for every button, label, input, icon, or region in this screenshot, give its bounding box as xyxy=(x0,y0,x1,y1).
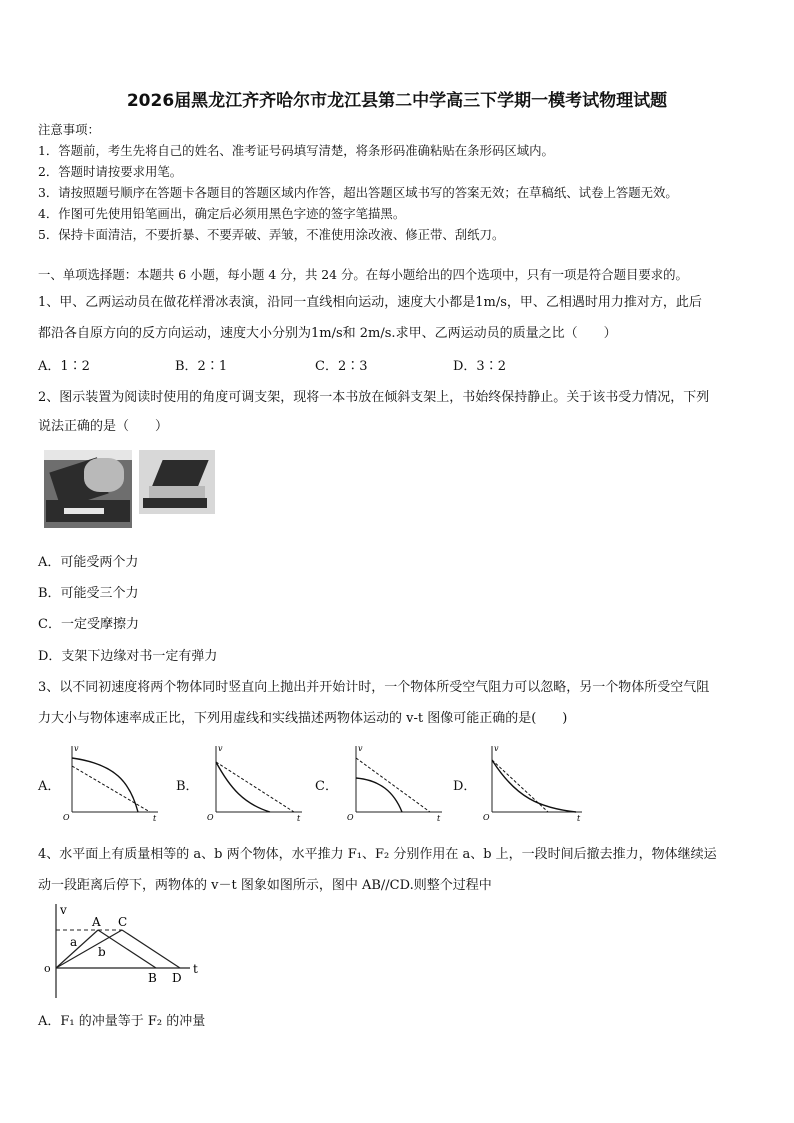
svg-text:v: v xyxy=(494,744,499,753)
q3-option-d-label: D． xyxy=(453,779,477,794)
q2-line-2: 说法正确的是（ ） xyxy=(38,419,169,434)
reading-stand-photo-2 xyxy=(139,450,215,514)
svg-text:A: A xyxy=(92,915,101,929)
svg-text:O: O xyxy=(347,813,354,822)
q1-line-2: 都沿各自原方向的反方向运动，速度大小分别为1m/s和 2m/s.求甲、乙两运动员的质量之比（ ） xyxy=(38,326,617,341)
notice-item-5: 5．保持卡面清洁，不要折暴、不要弄破、弄皱，不准使用涂改液、修正带、刮纸刀。 xyxy=(38,227,505,242)
q1-option-c: C．2∶3 xyxy=(315,359,368,374)
notice-item-4: 4．作图可先使用铅笔画出，确定后必须用黑色字迹的签字笔描黑。 xyxy=(38,206,406,221)
section-heading: 一、单项选择题：本题共 6 小题，每小题 4 分，共 24 分。在每小题给出的四个选项中，只有一项是符合题目要求的。 xyxy=(38,267,688,282)
q2-option-b: B．可能受三个力 xyxy=(38,586,139,601)
q4-vt-graph xyxy=(40,900,210,1002)
q3-option-c-label: C． xyxy=(315,779,338,794)
page-title: 2026届黑龙江齐齐哈尔市龙江县第二中学高三下学期一模考试物理试题 xyxy=(126,91,668,111)
svg-text:v: v xyxy=(218,744,223,753)
svg-text:b: b xyxy=(98,945,106,959)
svg-text:t: t xyxy=(153,814,157,822)
svg-text:t: t xyxy=(577,814,581,822)
q2-option-a: A．可能受两个力 xyxy=(38,555,139,570)
q3-graph-b xyxy=(204,742,304,822)
svg-text:v: v xyxy=(358,744,363,753)
q1-option-b: B．2∶1 xyxy=(175,359,228,374)
q1-option-a: A．1∶2 xyxy=(38,359,90,374)
q4-line-2: 动一段距离后停下，两物体的 v－t 图象如图所示，图中 AB//CD.则整个过程中 xyxy=(38,878,492,893)
q2-option-d: D．支架下边缘对书一定有弹力 xyxy=(38,649,218,664)
notice-item-3: 3．请按照题号顺序在答题卡各题目的答题区域内作答，超出答题区域书写的答案无效；在草稿纸、试卷上答题无效。 xyxy=(38,185,678,200)
q3-line-1: 3、以不同初速度将两个物体同时竖直向上抛出并开始计时，一个物体所受空气阻力可以忽略，另一个物体所受空气阻 xyxy=(38,680,710,695)
q3-line-2: 力大小与物体速率成正比，下列用虚线和实线描述两物体运动的 v-t 图像可能正确的是( ) xyxy=(38,711,568,726)
q2-option-c: C．一定受摩擦力 xyxy=(38,617,139,632)
svg-text:t: t xyxy=(193,962,198,976)
svg-text:t: t xyxy=(297,814,301,822)
q1-line-1: 1、甲、乙两运动员在做花样滑冰表演，沿同一直线相向运动，速度大小都是1m/s，甲、乙相遇时用力推对方，此后 xyxy=(38,295,702,310)
notice-item-1: 1．答题前，考生先将自己的姓名、准考证号码填写清楚，将条形码准确粘贴在条形码区域内。 xyxy=(38,143,554,158)
q3-graph-a xyxy=(60,742,160,822)
q1-option-d: D．3∶2 xyxy=(453,359,506,374)
q4-line-1: 4、水平面上有质量相等的 a、b 两个物体，水平推力 F₁、F₂ 分别作用在 a、b 上，一段时间后撤去推力，物体继续运 xyxy=(38,847,717,862)
svg-text:o: o xyxy=(44,962,51,975)
svg-text:a: a xyxy=(70,935,78,949)
svg-text:v: v xyxy=(74,744,79,753)
q3-graph-d xyxy=(480,742,584,822)
q3-option-a-label: A． xyxy=(38,779,61,794)
notice-heading: 注意事项： xyxy=(38,122,100,137)
q4-option-a: A．F₁ 的冲量等于 F₂ 的冲量 xyxy=(38,1014,206,1029)
svg-text:O: O xyxy=(483,813,490,822)
notice-item-2: 2．答题时请按要求用笔。 xyxy=(38,164,183,179)
svg-text:O: O xyxy=(207,813,214,822)
q3-graph-c xyxy=(344,742,444,822)
svg-text:C: C xyxy=(118,915,128,929)
svg-text:D: D xyxy=(172,971,182,985)
svg-text:t: t xyxy=(437,814,441,822)
q3-option-b-label: B． xyxy=(176,779,199,794)
svg-text:v: v xyxy=(60,903,67,917)
q2-line-1: 2、图示装置为阅读时使用的角度可调支架，现将一本书放在倾斜支架上，书始终保持静止。关于该书受力情况，下列 xyxy=(38,390,710,405)
svg-text:B: B xyxy=(148,971,157,985)
reading-stand-photo-1 xyxy=(44,450,132,528)
svg-text:O: O xyxy=(63,813,70,822)
